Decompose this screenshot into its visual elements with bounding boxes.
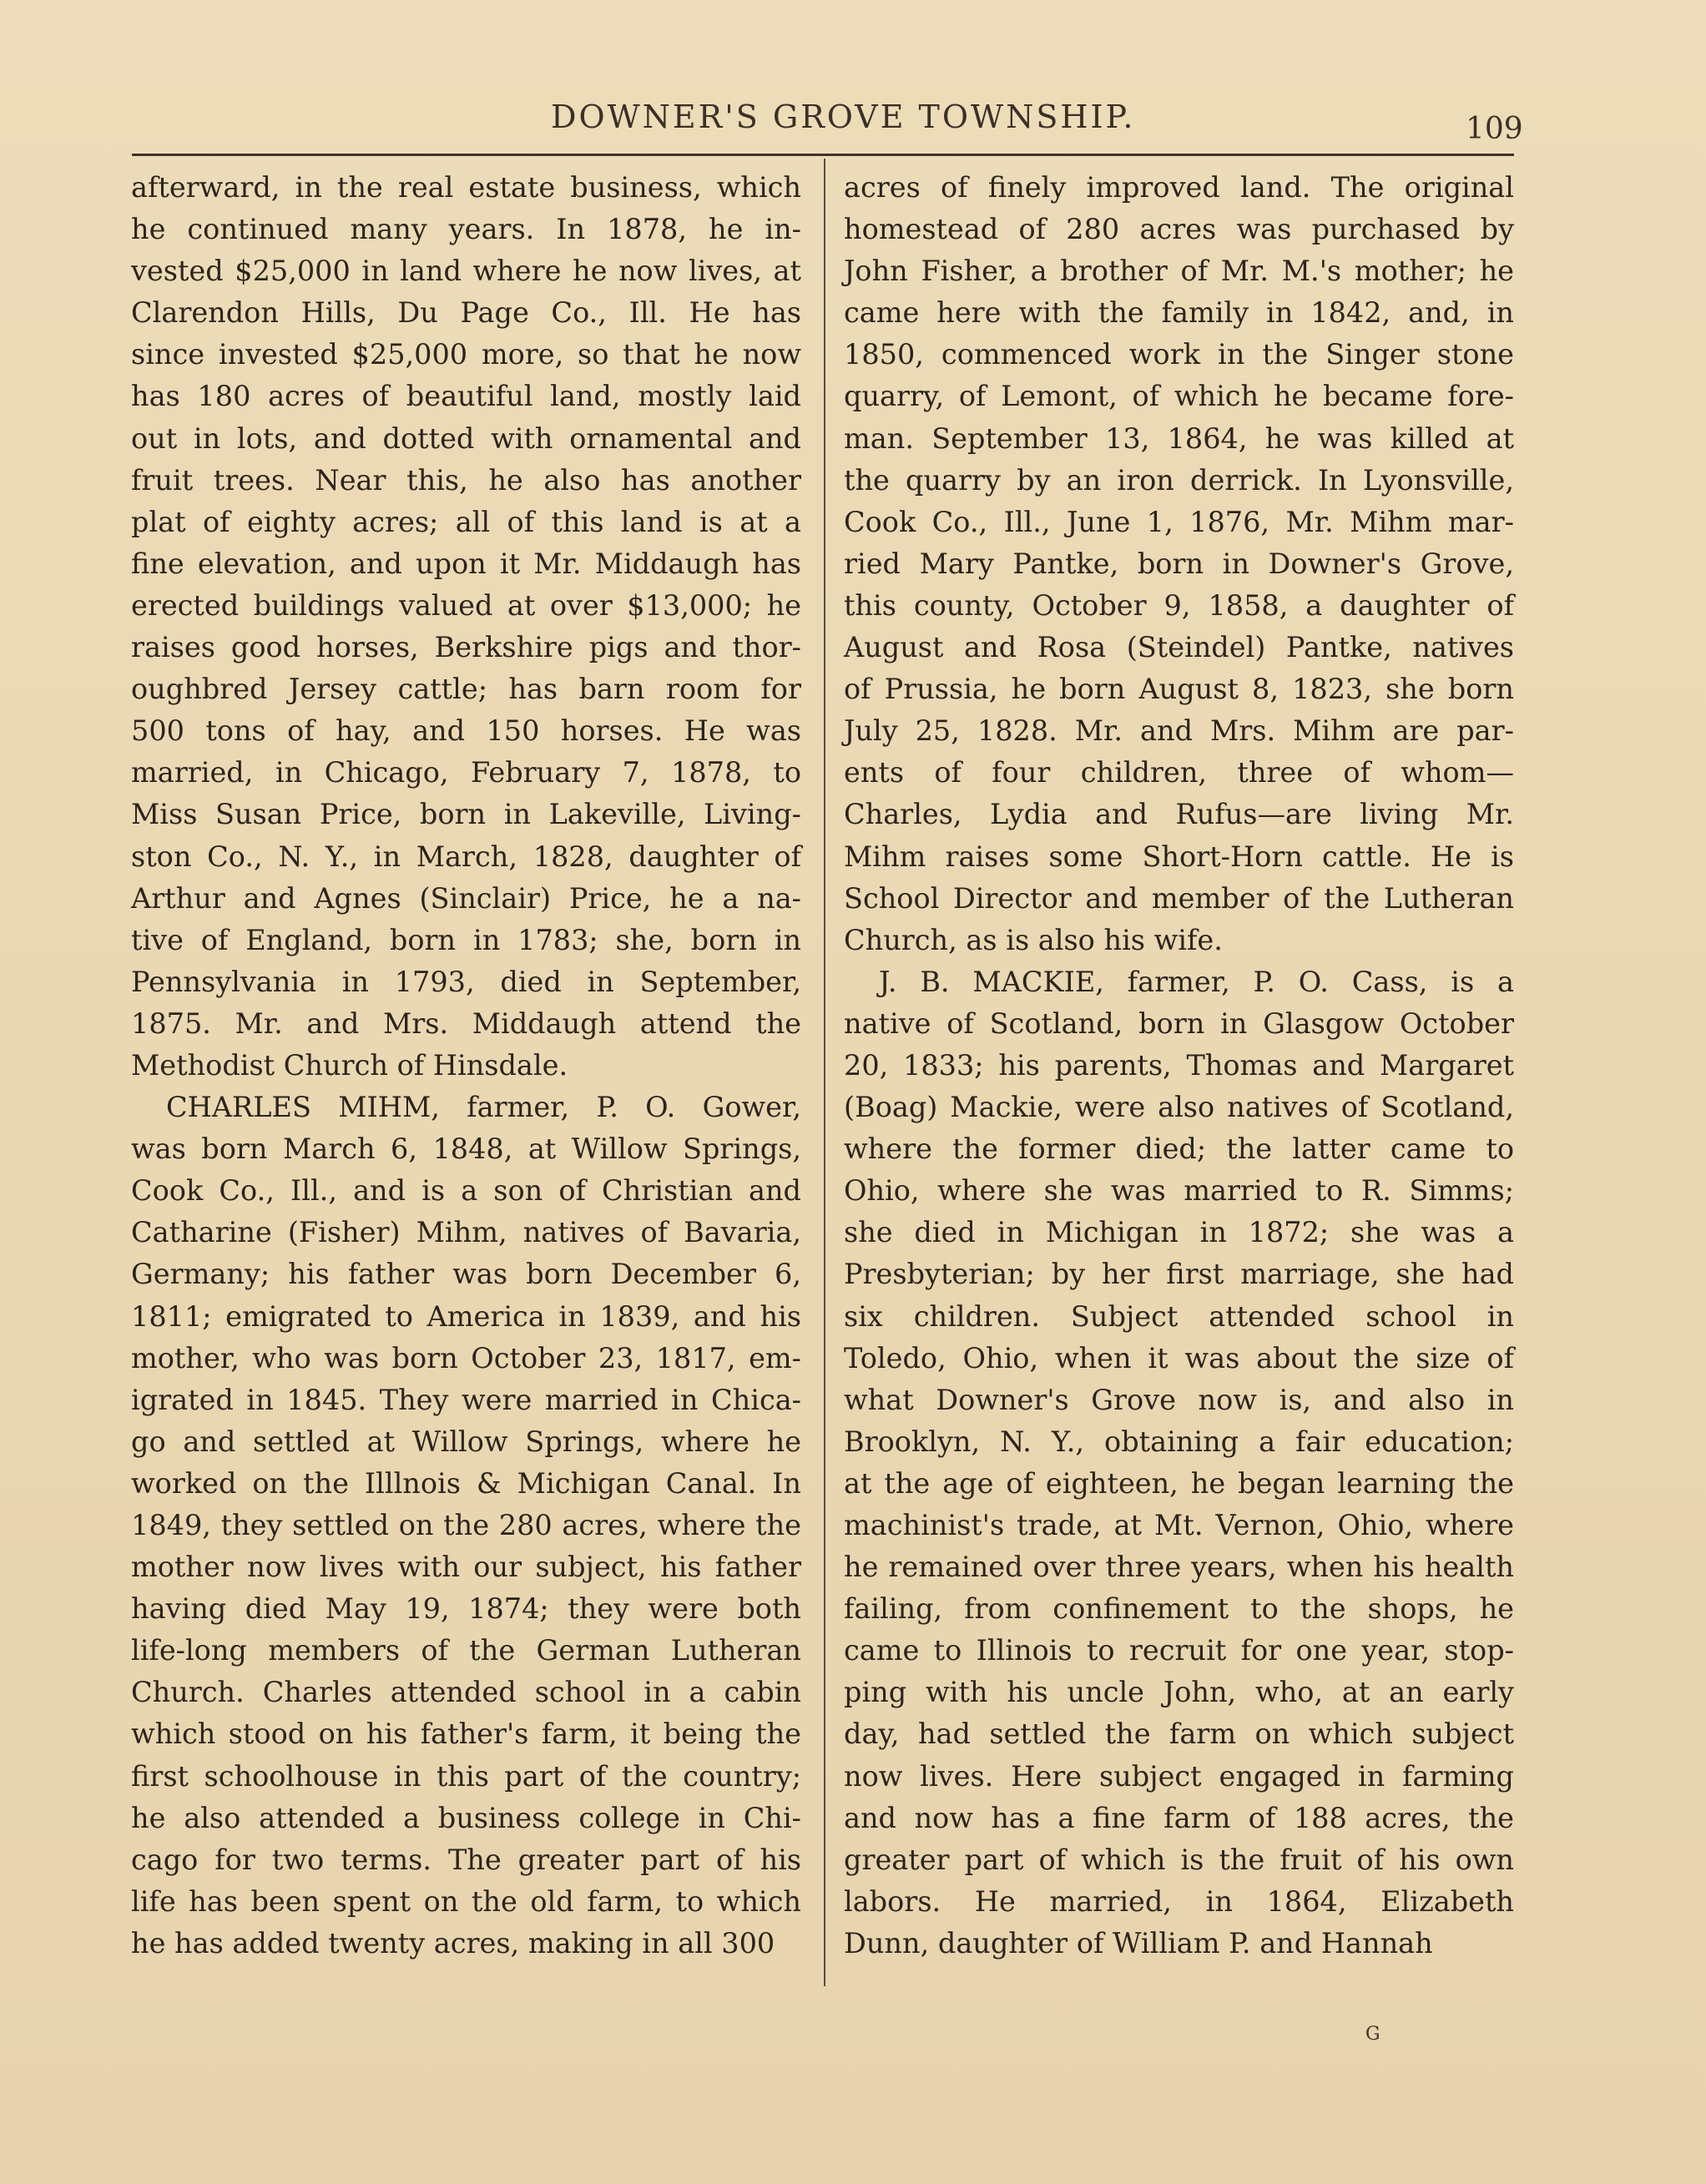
text-line: 1849, they settled on the 280 acres, where the — [131, 1509, 801, 1541]
text-line: came to Illinois to recruit for one year, stop- — [844, 1634, 1514, 1667]
text-line: married, in Chicago, February 7, 1878, to — [131, 756, 801, 789]
text-line: go and settled at Willow Springs, where he — [131, 1425, 801, 1458]
text-line: 1875. Mr. and Mrs. Middaugh attend the — [131, 1006, 801, 1040]
text-line: Church, as is also his wife. — [844, 923, 1223, 956]
text-line: out in lots, and dotted with ornamental and — [131, 421, 801, 455]
text-line: life has been spent on the old farm, to which — [131, 1884, 801, 1918]
text-line: having died May 19, 1874; they were both — [131, 1592, 801, 1626]
page-number: 109 — [1466, 112, 1523, 146]
text-line: Catharine (Fisher) Mihm, natives of Bavaria, — [131, 1216, 801, 1249]
text-line: John Fisher, a brother of Mr. M.'s mother; he — [844, 255, 1514, 288]
text-line: at the age of eighteen, he began learning the — [844, 1466, 1514, 1500]
text-line: acres of finely improved land. The original — [844, 171, 1514, 204]
text-line: Cook Co., Ill., June 1, 1876, Mr. Mihm mar- — [844, 505, 1514, 538]
text-line: mother, who was born October 23, 1817, em- — [131, 1341, 801, 1374]
text-line: 1850, commenced work in the Singer stone — [844, 338, 1514, 371]
left-column — [131, 167, 801, 1965]
text-line: Methodist Church of Hinsdale. — [131, 1048, 568, 1082]
text-line: igrated in 1845. They were married in Chica- — [131, 1383, 801, 1416]
text-line: homestead of 280 acres was purchased by — [844, 213, 1514, 246]
text-line: J. B. MACKIE, farmer, P. O. Cass, is a — [879, 965, 1514, 998]
text-line: failing, from confinement to the shops, he — [844, 1592, 1514, 1626]
text-line: this county, October 9, 1858, a daughter of — [844, 588, 1514, 622]
text-line: afterward, in the real estate business, which — [131, 171, 801, 204]
text-line: Church. Charles attended school in a cabin — [131, 1676, 801, 1709]
text-line: 500 tons of hay, and 150 horses. He was — [131, 714, 801, 748]
text-line: day, had settled the farm on which subject — [844, 1717, 1514, 1751]
text-line: August and Rosa (Steindel) Pantke, natives — [844, 631, 1514, 664]
text-line: Pennsylvania in 1793, died in September, — [131, 965, 801, 998]
text-line: and now has a fine farm of 188 acres, the — [844, 1801, 1514, 1834]
text-line: came here with the family in 1842, and, in — [844, 296, 1514, 330]
text-line: tive of England, born in 1783; she, born in — [131, 923, 801, 956]
text-line: mother now lives with our subject, his father — [131, 1551, 801, 1584]
signature-mark: G — [1365, 2024, 1380, 2045]
text-line: ping with his uncle John, who, at an early — [844, 1676, 1514, 1709]
text-line: erected buildings valued at over $13,000; he — [131, 588, 801, 622]
text-line: School Director and member of the Lutheran — [844, 881, 1514, 915]
text-line: six children. Subject attended school in — [844, 1299, 1514, 1333]
text-line: 20, 1833; his parents, Thomas and Margaret — [844, 1048, 1514, 1082]
page-header — [0, 98, 1706, 149]
text-line: he continued many years. In 1878, he in- — [131, 213, 801, 246]
right-column — [844, 167, 1514, 1965]
text-line: 1811; emigrated to America in 1839, and his — [131, 1299, 801, 1333]
text-line: which stood on his father's farm, it being the — [131, 1717, 801, 1751]
running-title: DOWNER'S GROVE TOWNSHIP. — [551, 98, 1136, 135]
text-line: ried Mary Pantke, born in Downer's Grove, — [844, 547, 1514, 580]
text-line: native of Scotland, born in Glasgow October — [844, 1006, 1514, 1040]
text-line: was born March 6, 1848, at Willow Springs, — [131, 1132, 801, 1166]
text-line: ston Co., N. Y., in March, 1828, daughter of — [131, 840, 801, 873]
text-line: Cook Co., Ill., and is a son of Christian and — [131, 1174, 801, 1208]
text-line: Charles, Lydia and Rufus—are living Mr. — [844, 798, 1514, 831]
text-line: first schoolhouse in this part of the country; — [131, 1759, 801, 1793]
text-line: cago for two terms. The greater part of his — [131, 1843, 801, 1876]
text-line: has 180 acres of beautiful land, mostly laid — [131, 380, 801, 413]
text-line: Brooklyn, N. Y., obtaining a fair education; — [844, 1425, 1514, 1458]
text-line: the quarry by an iron derrick. In Lyonsville, — [844, 463, 1514, 497]
text-line: where the former died; the latter came to — [844, 1132, 1514, 1166]
header-rule — [132, 154, 1514, 156]
text-line: Germany; his father was born December 6, — [131, 1258, 801, 1291]
text-line: he has added twenty acres, making in all 300 — [131, 1926, 775, 1960]
text-line: quarry, of Lemont, of which he became fore- — [844, 380, 1514, 413]
text-line: raises good horses, Berkshire pigs and thor- — [131, 631, 801, 664]
text-line: vested $25,000 in land where he now lives, at — [131, 255, 801, 288]
text-line: life-long members of the German Lutheran — [131, 1634, 801, 1667]
text-line: since invested $25,000 more, so that he now — [131, 338, 801, 371]
text-line: worked on the Illlnois & Michigan Canal. In — [131, 1466, 801, 1500]
text-line: Mihm raises some Short-Horn cattle. He is — [844, 840, 1514, 873]
text-line: ents of four children, three of whom— — [844, 756, 1514, 789]
text-line: she died in Michigan in 1872; she was a — [844, 1216, 1514, 1249]
text-line: fine elevation, and upon it Mr. Middaugh has — [131, 547, 801, 580]
text-line: July 25, 1828. Mr. and Mrs. Mihm are par- — [844, 714, 1514, 748]
text-line: now lives. Here subject engaged in farming — [844, 1759, 1514, 1793]
text-line: Toledo, Ohio, when it was about the size of — [844, 1341, 1514, 1374]
text-line: fruit trees. Near this, he also has another — [131, 463, 801, 497]
text-line: oughbred Jersey cattle; has barn room for — [131, 673, 801, 706]
text-line: greater part of which is the fruit of his own — [844, 1843, 1514, 1876]
text-line: Presbyterian; by her first marriage, she had — [844, 1258, 1514, 1291]
column-divider — [824, 159, 825, 1986]
text-line: Dunn, daughter of William P. and Hannah — [844, 1926, 1433, 1960]
text-line: man. September 13, 1864, he was killed at — [844, 421, 1514, 455]
text-line: Arthur and Agnes (Sinclair) Price, he a na- — [131, 881, 801, 915]
text-line: Ohio, where she was married to R. Simms; — [844, 1174, 1514, 1208]
text-line: (Boag) Mackie, were also natives of Scotland, — [844, 1091, 1514, 1124]
text-line: he remained over three years, when his health — [844, 1551, 1514, 1584]
text-line: plat of eighty acres; all of this land is at a — [131, 505, 801, 538]
text-line: CHARLES MIHM, farmer, P. O. Gower, — [166, 1091, 801, 1124]
text-line: machinist's trade, at Mt. Vernon, Ohio, where — [844, 1509, 1514, 1541]
text-line: Clarendon Hills, Du Page Co., Ill. He has — [131, 296, 801, 330]
text-line: he also attended a business college in Chi- — [131, 1801, 801, 1834]
text-line: labors. He married, in 1864, Elizabeth — [844, 1884, 1514, 1918]
text-line: what Downer's Grove now is, and also in — [844, 1383, 1514, 1416]
text-line: Miss Susan Price, born in Lakeville, Living- — [131, 798, 801, 831]
text-line: of Prussia, he born August 8, 1823, she born — [844, 673, 1514, 706]
